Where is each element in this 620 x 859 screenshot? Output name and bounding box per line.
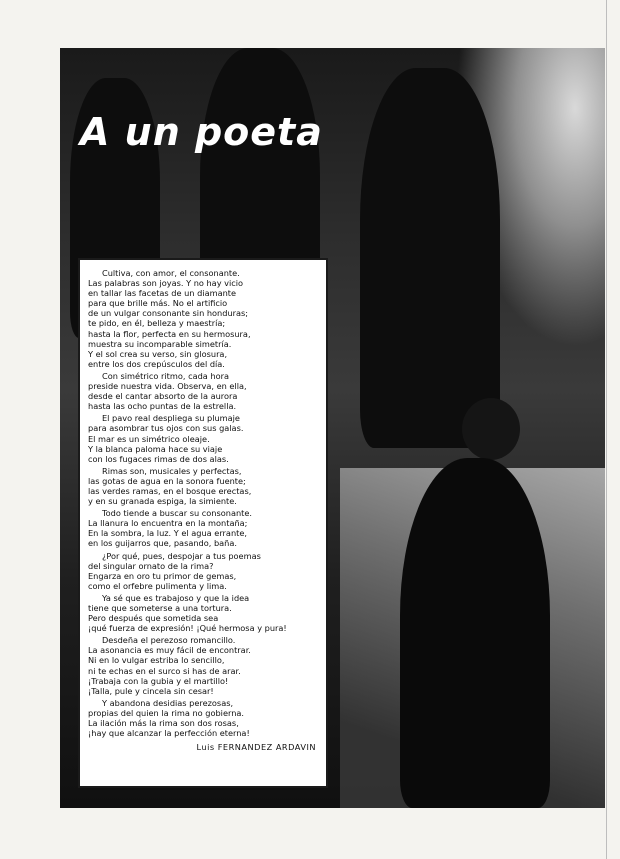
poem-line: hasta las ocho puntas de la estrella.	[88, 401, 237, 412]
poem-line: muestra su incomparable simetría.	[88, 338, 232, 349]
poem-line: las gotas de agua en la sonora fuente;	[88, 475, 246, 486]
poem-line: Desdeña el perezoso romancillo.	[102, 635, 236, 646]
poem-line: con los fugaces rimas de dos alas.	[88, 453, 229, 464]
poem-line: ¡Trabaja con la gubia y el martillo!	[88, 675, 229, 686]
poem-line: Y el sol crea su verso, sin glosura,	[88, 348, 228, 359]
poem-line: El mar es un simétrico oleaje.	[88, 433, 210, 444]
poem-stanza	[88, 413, 320, 463]
poem-stanza	[88, 466, 320, 506]
poem-line: ¡hay que alcanzar la perfección eterna!	[88, 728, 250, 739]
poem-stanza	[88, 551, 320, 591]
poem-line: de un vulgar consonante sin honduras;	[88, 308, 249, 319]
photo-tree	[360, 68, 500, 448]
poem-line: para que brille más. No el artificio	[88, 298, 228, 309]
poem-line: entre los dos crepúsculos del día.	[88, 358, 225, 369]
poem-line: propias del quien la rima no gobierna.	[88, 707, 245, 718]
poem-author: Luis FERNANDEZ ARDAVIN	[196, 742, 316, 753]
poem-line: Las palabras son joyas. Y no hay vicio	[88, 278, 244, 289]
poem-line: tiene que someterse a una tortura.	[88, 603, 232, 613]
poem-line: Rimas son, musicales y perfectas,	[102, 465, 242, 476]
poem-line: Engarza en oro tu primor de gemas,	[88, 570, 237, 581]
poem-stanza	[88, 508, 320, 548]
poem-stanza	[88, 635, 320, 696]
poem-stanza	[88, 593, 320, 633]
poem-line: preside nuestra vida. Observa, en ella,	[88, 381, 247, 392]
poem-line: El pavo real despliega su plumaje	[102, 413, 240, 424]
poem-line: Todo tiende a buscar su consonante.	[102, 508, 253, 519]
poem-line: te pido, en él, belleza y maestría;	[88, 318, 226, 329]
poem-line: En la sombra, la luz. Y el agua errante,	[88, 528, 247, 539]
poem-line: Con simétrico ritmo, cada hora	[102, 370, 229, 381]
photo-figure-body	[400, 458, 550, 808]
poem-stanza	[88, 268, 320, 369]
poem-line: Ya sé que es trabajoso y que la idea	[102, 592, 250, 603]
poem-line: ¡Talla, pule y cincela sin cesar!	[88, 685, 214, 696]
poem-line: La ilación más la rima son dos rosas,	[88, 718, 239, 729]
poem-line: y en su granada espiga, la simiente.	[88, 496, 237, 507]
poem-line: Pero después que sometida sea	[88, 613, 219, 624]
poem-line: en los guijarros que, pasando, baña.	[88, 538, 237, 549]
poem-line: hasta la flor, perfecta en su hermosura,	[88, 328, 251, 339]
poem-line: Y abandona desidias perezosas,	[102, 697, 234, 708]
poem-line: Ni en lo vulgar estriba lo sencillo,	[88, 655, 225, 666]
poem-line: ¿Por qué, pues, despojar a tus poemas	[102, 550, 261, 561]
poem-stanza	[88, 698, 320, 738]
poem-line: ni te echas en el surco si has de arar.	[88, 665, 241, 676]
poem-line: las verdes ramas, en el bosque erectas,	[88, 485, 252, 496]
poem-line: del singular ornato de la rima?	[88, 560, 214, 571]
photo-figure-head	[462, 398, 520, 460]
poem-line: en tallar las facetas de un diamante	[88, 288, 237, 299]
poem-line: La asonancia es muy fácil de encontrar.	[88, 645, 251, 656]
poem-text-box	[78, 258, 328, 788]
page-footer-marks	[100, 828, 540, 842]
poem-line: como el orfebre pulimenta y lima.	[88, 580, 227, 591]
poem-line: La llanura lo encuentra en la montaña;	[88, 518, 248, 529]
poem-line: desde el cantar absorto de la aurora	[88, 391, 238, 402]
poem-stanza	[88, 371, 320, 411]
poem-line: Y la blanca paloma hace su viaje	[88, 443, 223, 454]
poem-title: A un poeta	[80, 110, 323, 154]
poem-line: Cultiva, con amor, el consonante.	[102, 268, 240, 278]
poem-line: ¡qué fuerza de expresión! ¡Qué hermosa y pura!	[88, 623, 287, 634]
poem-stanzas	[88, 268, 320, 738]
page-edge-line	[606, 0, 607, 859]
poem-line: para asombrar tus ojos con sus galas.	[88, 423, 244, 434]
